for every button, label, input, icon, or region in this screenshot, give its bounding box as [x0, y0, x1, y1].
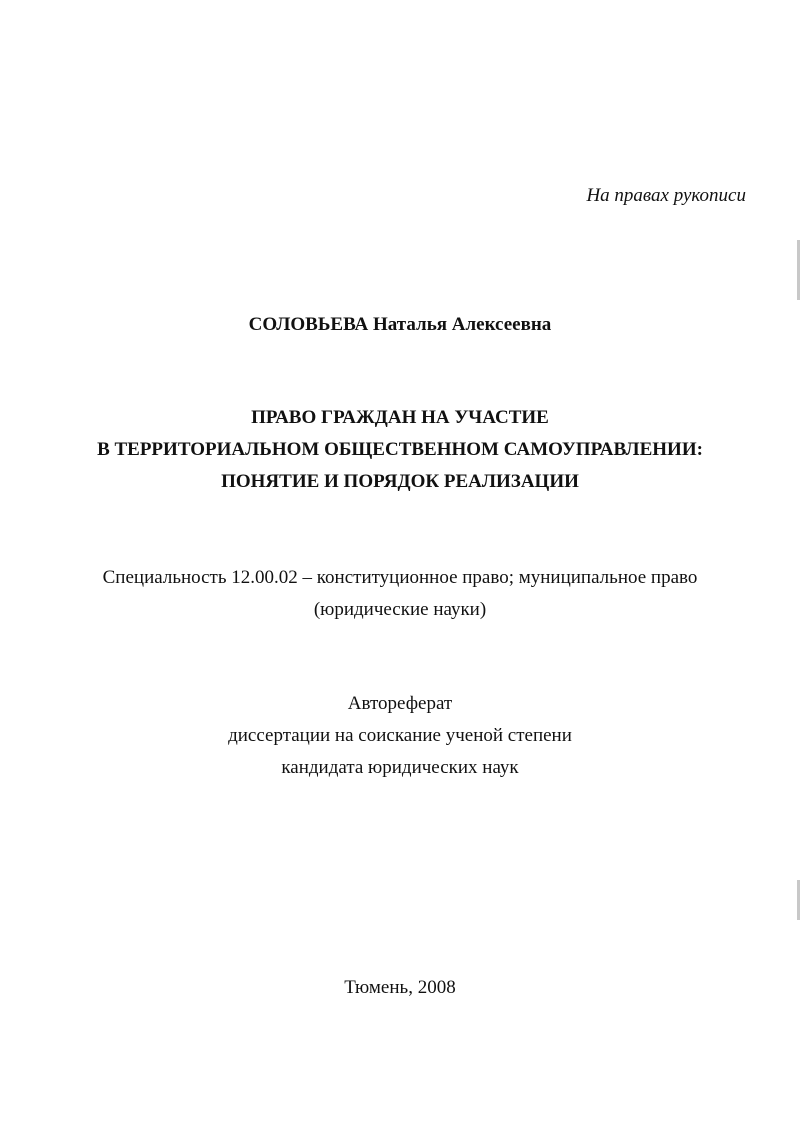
title-line-2: В ТЕРРИТОРИАЛЬНОМ ОБЩЕСТВЕННОМ САМОУПРАВЛЕНИИ: [97, 439, 703, 460]
place-year: Тюмень, 2008 [344, 977, 456, 998]
abstract-purpose: диссертации на соискание ученой степени [228, 725, 572, 746]
manuscript-note: На правах рукописи [586, 185, 746, 206]
title-line-1: ПРАВО ГРАЖДАН НА УЧАСТИЕ [251, 407, 549, 428]
author-name: СОЛОВЬЕВА Наталья Алексеевна [248, 314, 552, 335]
abstract-degree: кандидата юридических наук [281, 757, 519, 778]
specialty-line: Специальность 12.00.02 – конституционное право; муниципальное право [102, 567, 698, 588]
specialty-field: (юридические науки) [313, 599, 487, 620]
abstract-label: Автореферат [347, 693, 453, 714]
title-line-3: ПОНЯТИЕ И ПОРЯДОК РЕАЛИЗАЦИИ [221, 471, 579, 492]
